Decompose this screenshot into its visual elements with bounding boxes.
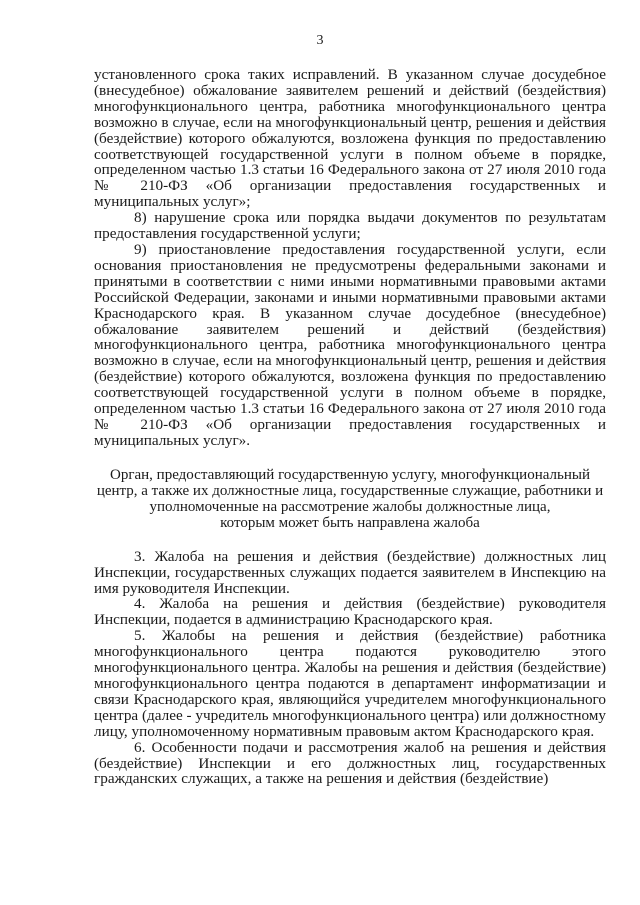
paragraph-6: 6. Особенности подачи и рассмотрения жалоб на решения и действия (бездействие) Инспекции и его должностных лиц, государственных гражданских служащих, а также на решения и действия (бездействие) <box>94 738 606 788</box>
heading-line: которым может быть направлена жалоба <box>220 514 480 531</box>
paragraph-3: 3. Жалоба на решения и действия (бездействие) должностных лиц Инспекции, государственных служащих подается заявителем в Инспекцию на имя руководителя Инспекции. <box>94 547 606 597</box>
paragraph-4: 4. Жалоба на решения и действия (бездействие) руководителя Инспекции, подается в администрацию Краснодарского края. <box>94 595 606 629</box>
paragraph-5: 5. Жалобы на решения и действия (бездействие) работника многофункционального центра подаются руководителю этого многофункционального центра. Жалобы на решения и действия (бездействие) многофункционального центра подаются в департамент информатизации и связи Краснодарского края, являющийся учредителем многофункционального центра (далее - учредитель многофункционального центра) или должностному лицу, уполномоченному нормативным правовым актом Краснодарского края. <box>94 627 606 740</box>
heading-line: уполномоченные на рассмотрение жалобы должностные лица, <box>149 498 551 515</box>
document-body <box>94 67 606 787</box>
page-number: 3 <box>316 33 324 48</box>
paragraph-item-9: 9) приостановление предоставления государственной услуги, если основания приостановления не предусмотрены федеральными законами и принятыми в соответствии с ними иными нормативными правовыми актами Российской Федерации, законами и иными нормативными правовыми актами Краснодарского края. В указанном случае досудебное (внесудебное) обжалование заявителем решений и действий (бездействия) многофункционального центра, работника многофункционального центра возможно в случае, если на многофункциональный центр, решения и действия (бездействие) которого обжалуются, возложена функция по предоставлению соответствующей государственной услуги в полном объеме в порядке, определенном частью 1.3 статьи 16 Федерального закона от 27 июля 2010 года № 210-ФЗ «Об организации предоставления государственных и муниципальных услуг». <box>94 240 606 449</box>
paragraph-continuation: установленного срока таких исправлений. В указанном случае досудебное (внесудебное) обжалование заявителем решений и действий (бездействия) многофункционального центра, работника многофункционального центра возможно в случае, если на многофункциональный центр, решения и действия (бездействие) которого обжалуются, возложена функция по предоставлению соответствующей государственной услуги в полном объеме в порядке, определенном частью 1.3 статьи 16 Федерального закона от 27 июля 2010 года № 210-ФЗ «Об организации предоставления государственных и муниципальных услуг»; <box>94 66 606 211</box>
heading-line: Орган, предоставляющий государственную услугу, многофункциональный <box>110 466 590 483</box>
section-heading <box>94 467 606 531</box>
paragraph-item-8: 8) нарушение срока или порядка выдачи документов по результатам предоставления государственной услуги; <box>94 209 606 243</box>
heading-line: центр, а также их должностные лица, государственные служащие, работники и <box>96 482 604 499</box>
